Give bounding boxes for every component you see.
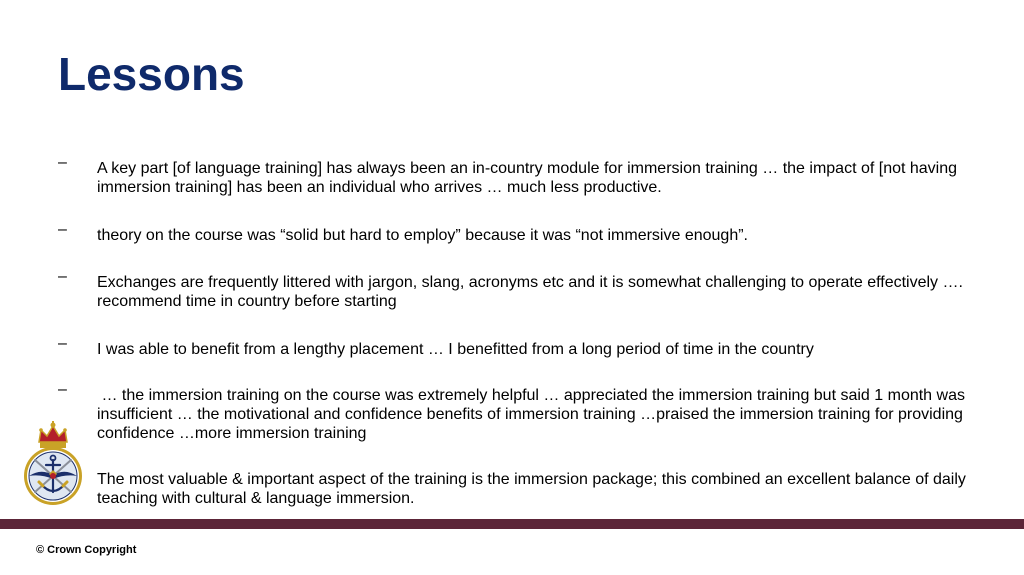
bullet-item: [58, 154, 968, 197]
slide-title: Lessons: [58, 48, 245, 100]
defence-crest-icon: [21, 420, 85, 508]
bullet-item: [58, 335, 968, 359]
bullet-text: A key part [of language training] has always been an in-country module for immersion training … the impact of [not having immersion training] has been an individual who arrives … much less productive.: [97, 160, 962, 196]
bullet-marker: –: [58, 381, 67, 398]
bullet-item: [58, 470, 971, 508]
bullet-marker: –: [58, 221, 67, 238]
copyright-label: © Crown Copyright: [36, 544, 137, 556]
bullet-marker: –: [58, 154, 67, 171]
bullet-marker: –: [58, 335, 67, 352]
bullet-item: [58, 221, 968, 245]
bullet-text: I was able to benefit from a lengthy placement … I benefitted from a long period of time in the country: [97, 341, 814, 358]
bullet-item: [58, 268, 968, 311]
bullet-marker: –: [58, 268, 67, 285]
bullet-item: [58, 381, 970, 443]
bullet-text: theory on the course was “solid but hard to employ” because it was “not immersive enough”.: [97, 227, 748, 244]
footer-bar: [0, 519, 1024, 529]
bullet-text: The most valuable & important aspect of the training is the immersion package; this combined an excellent balance of daily teaching with cultural & language immersion.: [97, 471, 971, 507]
bullet-text: … the immersion training on the course was extremely helpful … appreciated the immersion training but said 1 month was insufficient … the motivational and confidence benefits of immersion training …praised the immersion training for providing confidence …more immersion training: [97, 387, 970, 442]
bullet-text: Exchanges are frequently littered with jargon, slang, acronyms etc and it is somewhat challenging to operate effectively …. recommend time in country before starting: [97, 274, 968, 310]
crown-icon: [39, 421, 67, 448]
